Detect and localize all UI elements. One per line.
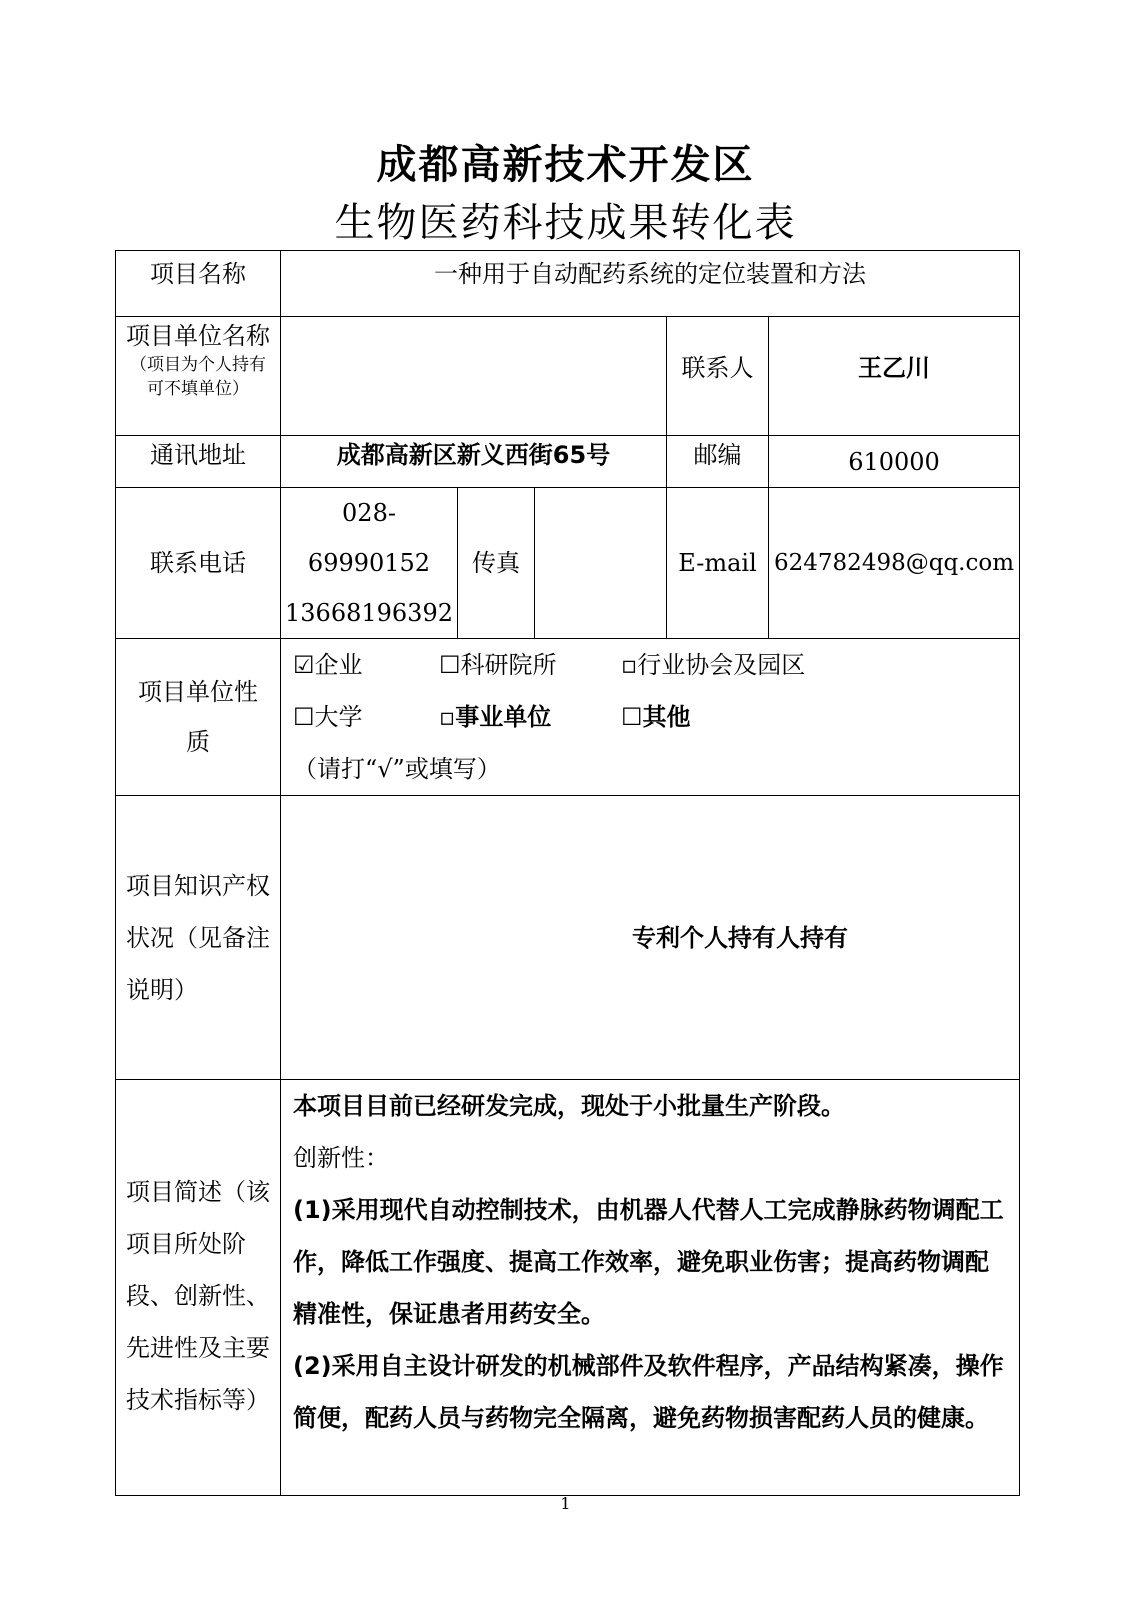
checkbox-small-icon: ▫ xyxy=(439,703,456,731)
ip-status-value[interactable]: 专利个人持有人持有 xyxy=(281,796,1020,1080)
checkbox-checked-icon: ☑ xyxy=(293,651,315,679)
row-address xyxy=(116,436,1020,488)
project-name-label: 项目名称 xyxy=(116,251,281,317)
nature-instruction: （请打“√”或填写） xyxy=(293,755,501,783)
zip-value[interactable]: 610000 xyxy=(769,436,1020,488)
row-phone xyxy=(116,488,1020,639)
summary-label: 项目简述（该项目所处阶段、创新性、先进性及主要技术指标等） xyxy=(116,1080,281,1496)
address-label: 通讯地址 xyxy=(116,436,281,488)
page-number: 1 xyxy=(560,1494,571,1513)
phone-number-1: 028-69990152 xyxy=(307,499,431,577)
summary-paragraph: (2)采用自主设计研发的机械部件及软件程序，产品结构紧凑，操作简便，配药人员与药物完全隔离，避免药物损害配药人员的健康。 xyxy=(293,1352,1004,1432)
checkbox-icon: ☐ xyxy=(293,703,315,731)
option-university[interactable] xyxy=(293,691,439,743)
checkbox-small-icon: ▫ xyxy=(621,651,638,679)
fax-label: 传真 xyxy=(458,488,535,639)
option-association-park[interactable] xyxy=(621,639,805,691)
row-summary xyxy=(116,1080,1020,1496)
unit-name-label-cell xyxy=(116,317,281,436)
unit-nature-options xyxy=(281,639,1020,796)
address-value[interactable]: 成都高新区新义西街65号 xyxy=(281,436,667,488)
project-name-value[interactable]: 一种用于自动配药系统的定位装置和方法 xyxy=(281,251,1020,317)
row-unit-name xyxy=(116,317,1020,436)
unit-name-value[interactable] xyxy=(281,317,667,436)
nature-options-line2 xyxy=(281,691,1019,743)
unit-name-label: 项目单位名称 xyxy=(126,322,270,350)
document-title: 成都高新技术开发区 xyxy=(376,142,755,188)
option-enterprise[interactable] xyxy=(293,639,439,691)
phone-number-2: 13668196392 xyxy=(285,599,453,627)
unit-name-note: （项目为个人持有可不填单位） xyxy=(130,355,266,399)
zip-label: 邮编 xyxy=(667,436,769,488)
fax-value[interactable] xyxy=(535,488,667,639)
phone-label: 联系电话 xyxy=(116,488,281,639)
option-public-institution[interactable] xyxy=(439,691,621,743)
unit-nature-label: 项目单位性质 xyxy=(116,639,281,796)
document-subtitle: 生物医药科技成果转化表 xyxy=(334,200,797,246)
option-label: 企业 xyxy=(314,651,363,679)
summary-paragraph: 本项目目前已经研发完成，现处于小批量生产阶段。 xyxy=(293,1092,845,1120)
summary-paragraph: (1)采用现代自动控制技术，由机器人代替人工完成静脉药物调配工作，降低工作强度、提高工作效率，避免职业伤害；提高药物调配精准性，保证患者用药安全。 xyxy=(293,1196,1004,1328)
ip-status-label: 项目知识产权状况（见备注说明） xyxy=(116,796,281,1080)
email-value[interactable]: 624782498@qq.com xyxy=(769,488,1020,639)
row-ip-status xyxy=(116,796,1020,1080)
phone-value-cell[interactable] xyxy=(281,488,458,639)
option-label: 事业单位 xyxy=(455,703,552,731)
row-unit-nature xyxy=(116,639,1020,796)
option-label: 科研院所 xyxy=(460,651,557,679)
summary-content[interactable] xyxy=(281,1080,1020,1496)
contact-label: 联系人 xyxy=(667,317,769,436)
row-project-name xyxy=(116,251,1020,317)
option-label: 其他 xyxy=(642,703,691,731)
nature-options-line1 xyxy=(281,639,1019,691)
option-label: 行业协会及园区 xyxy=(637,651,806,679)
option-label: 大学 xyxy=(314,703,363,731)
option-research-institute[interactable] xyxy=(439,639,621,691)
summary-paragraph: 创新性： xyxy=(293,1144,389,1172)
checkbox-icon: ☐ xyxy=(439,651,461,679)
transfer-form-table xyxy=(115,250,1020,1496)
email-label: E-mail xyxy=(667,488,769,639)
option-other[interactable] xyxy=(621,691,691,743)
checkbox-icon: ☐ xyxy=(621,703,643,731)
contact-value[interactable]: 王乙川 xyxy=(769,317,1020,436)
